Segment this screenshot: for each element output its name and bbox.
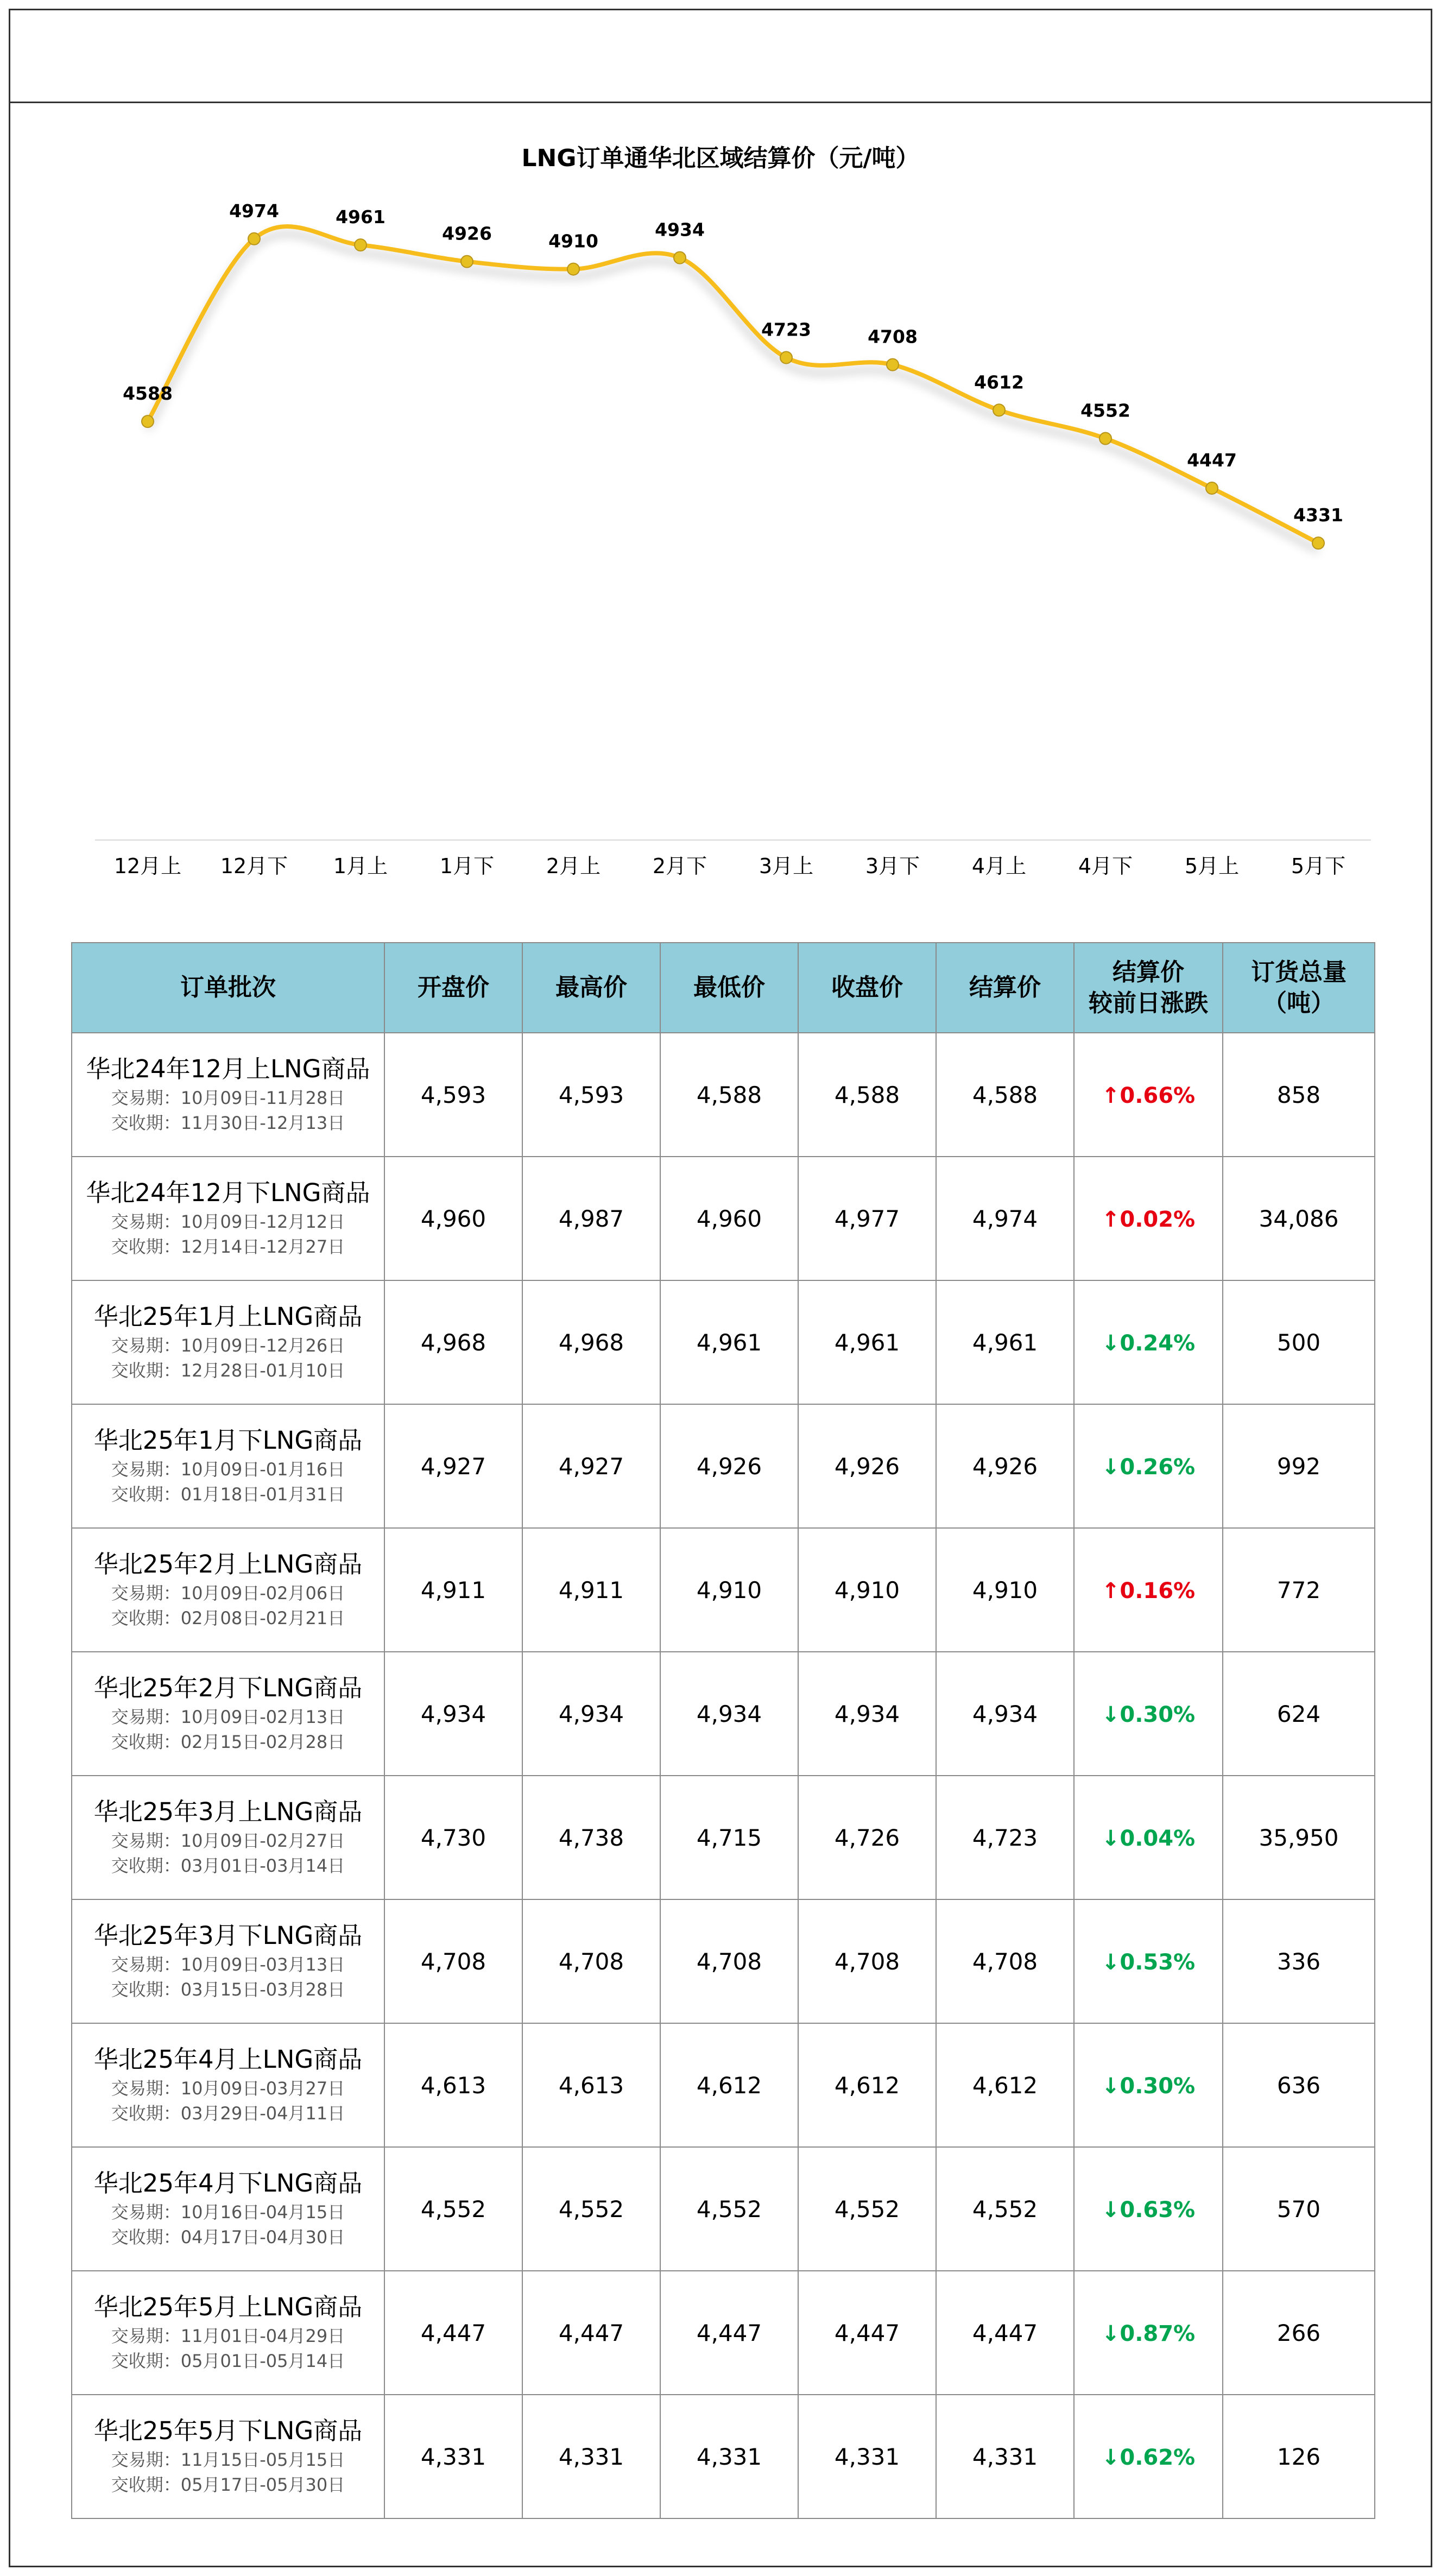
close-price-cell: 4,934 xyxy=(798,1652,936,1776)
batch-cell xyxy=(72,1776,384,1899)
high-price-cell: 4,934 xyxy=(522,1652,660,1776)
change-value: ↓0.53% xyxy=(1101,1949,1196,1975)
close-price-cell: 4,612 xyxy=(798,2023,936,2147)
high-price-cell: 4,987 xyxy=(522,1157,660,1280)
close-price-cell: 4,588 xyxy=(798,1033,936,1157)
close-price-cell: 4,708 xyxy=(798,1899,936,2023)
batch-name: 华北25年3月下LNG商品 xyxy=(93,1921,363,1950)
high-price-cell: 4,738 xyxy=(522,1776,660,1899)
x-tick-label: 2月下 xyxy=(652,854,707,878)
line-chart xyxy=(0,179,1441,901)
batch-period: 交易期：10月09日-02月06日 xyxy=(111,1582,345,1603)
low-price-cell: 4,708 xyxy=(660,1899,798,2023)
high-price-cell: 4,552 xyxy=(522,2147,660,2271)
column-header: 收盘价 xyxy=(798,943,936,1033)
change-cell xyxy=(1074,1157,1223,1280)
volume-cell: 266 xyxy=(1223,2271,1375,2395)
batch-period: 交收期：05月01日-05月14日 xyxy=(111,2351,345,2372)
change-value: ↑0.02% xyxy=(1101,1207,1196,1232)
table-row xyxy=(72,2147,1375,2271)
change-cell xyxy=(1074,1652,1223,1776)
batch-period: 交收期：02月08日-02月21日 xyxy=(111,1608,345,1629)
batch-cell xyxy=(72,1528,384,1652)
data-point xyxy=(674,252,686,264)
data-label: 4934 xyxy=(655,219,705,241)
settle-price-cell: 4,934 xyxy=(936,1652,1074,1776)
close-price-cell: 4,331 xyxy=(798,2395,936,2518)
change-cell xyxy=(1074,2395,1223,2518)
low-price-cell: 4,612 xyxy=(660,2023,798,2147)
data-point xyxy=(1206,482,1218,494)
volume-cell: 992 xyxy=(1223,1404,1375,1528)
volume-cell: 624 xyxy=(1223,1652,1375,1776)
batch-cell xyxy=(72,1652,384,1776)
batch-period: 交收期：03月01日-03月14日 xyxy=(111,1855,345,1877)
low-price-cell: 4,934 xyxy=(660,1652,798,1776)
data-label: 4447 xyxy=(1187,450,1237,471)
table-body xyxy=(72,1033,1375,2518)
batch-period: 交易期：10月09日-12月26日 xyxy=(111,1335,345,1356)
batch-cell xyxy=(72,1280,384,1404)
low-price-cell: 4,552 xyxy=(660,2147,798,2271)
change-value: ↓0.63% xyxy=(1101,2197,1196,2223)
table-row xyxy=(72,2023,1375,2147)
settle-price-cell: 4,612 xyxy=(936,2023,1074,2147)
data-label: 4588 xyxy=(123,383,173,405)
header-band xyxy=(9,9,1432,103)
table-row xyxy=(72,2395,1375,2518)
batch-name: 华北25年1月下LNG商品 xyxy=(93,1426,363,1455)
change-cell xyxy=(1074,1404,1223,1528)
volume-cell: 34,086 xyxy=(1223,1157,1375,1280)
table-row xyxy=(72,1404,1375,1528)
batch-period: 交易期：10月09日-11月28日 xyxy=(111,1087,345,1108)
volume-cell: 636 xyxy=(1223,2023,1375,2147)
close-price-cell: 4,910 xyxy=(798,1528,936,1652)
batch-period: 交收期：04月17日-04月30日 xyxy=(111,2227,345,2248)
open-price-cell: 4,730 xyxy=(384,1776,522,1899)
data-label: 4974 xyxy=(229,200,279,222)
column-header: 结算价 较前日涨跌 xyxy=(1074,943,1223,1033)
batch-period: 交易期：10月09日-03月27日 xyxy=(111,2078,345,2099)
change-cell xyxy=(1074,1776,1223,1899)
batch-name: 华北25年4月下LNG商品 xyxy=(93,2169,363,2198)
column-header: 订单批次 xyxy=(72,943,384,1033)
batch-name: 华北25年5月下LNG商品 xyxy=(93,2416,363,2446)
column-header: 最高价 xyxy=(522,943,660,1033)
data-label: 4926 xyxy=(442,223,492,244)
batch-period: 交易期：11月01日-04月29日 xyxy=(111,2325,345,2346)
change-value: ↓0.30% xyxy=(1101,1702,1196,1727)
change-value: ↓0.04% xyxy=(1101,1826,1196,1851)
data-point xyxy=(142,415,154,427)
batch-name: 华北25年4月上LNG商品 xyxy=(93,2045,363,2074)
close-price-cell: 4,447 xyxy=(798,2271,936,2395)
table-row xyxy=(72,1899,1375,2023)
batch-period: 交收期：01月18日-01月31日 xyxy=(111,1484,345,1505)
data-point xyxy=(1312,537,1324,549)
change-cell xyxy=(1074,2023,1223,2147)
x-tick-label: 1月下 xyxy=(439,854,495,878)
high-price-cell: 4,331 xyxy=(522,2395,660,2518)
batch-name: 华北25年5月上LNG商品 xyxy=(93,2293,363,2322)
data-label: 4552 xyxy=(1080,400,1130,421)
batch-name: 华北25年1月上LNG商品 xyxy=(93,1302,363,1331)
batch-period: 交易期：10月09日-03月13日 xyxy=(111,1954,345,1975)
batch-period: 交收期：02月15日-02月28日 xyxy=(111,1732,345,1753)
low-price-cell: 4,926 xyxy=(660,1404,798,1528)
data-label: 4910 xyxy=(548,230,598,252)
x-tick-label: 3月上 xyxy=(759,854,814,878)
low-price-cell: 4,961 xyxy=(660,1280,798,1404)
settle-price-cell: 4,552 xyxy=(936,2147,1074,2271)
change-cell xyxy=(1074,1899,1223,2023)
table-row xyxy=(72,2271,1375,2395)
settle-price-cell: 4,961 xyxy=(936,1280,1074,1404)
x-tick-label: 1月上 xyxy=(333,854,388,878)
high-price-cell: 4,708 xyxy=(522,1899,660,2023)
change-value: ↓0.26% xyxy=(1101,1454,1196,1480)
batch-cell xyxy=(72,1033,384,1157)
column-header: 开盘价 xyxy=(384,943,522,1033)
low-price-cell: 4,447 xyxy=(660,2271,798,2395)
x-tick-label: 3月下 xyxy=(865,854,920,878)
table-row xyxy=(72,1157,1375,1280)
open-price-cell: 4,708 xyxy=(384,1899,522,2023)
series-line xyxy=(148,226,1318,543)
data-point xyxy=(1099,433,1111,445)
x-tick-label: 5月上 xyxy=(1184,854,1240,878)
data-label: 4708 xyxy=(868,326,918,348)
volume-cell: 336 xyxy=(1223,1899,1375,2023)
batch-period: 交收期：12月28日-01月10日 xyxy=(111,1360,345,1381)
settle-price-cell: 4,588 xyxy=(936,1033,1074,1157)
batch-period: 交易期：10月09日-02月13日 xyxy=(111,1706,345,1727)
change-value: ↓0.24% xyxy=(1101,1330,1196,1356)
table-header-row xyxy=(72,943,1375,1033)
volume-cell: 500 xyxy=(1223,1280,1375,1404)
batch-name: 华北25年3月上LNG商品 xyxy=(93,1797,363,1827)
batch-period: 交易期：10月09日-02月27日 xyxy=(111,1830,345,1851)
batch-cell xyxy=(72,2395,384,2518)
data-point xyxy=(780,352,792,364)
change-value: ↓0.30% xyxy=(1101,2073,1196,2099)
x-tick-label: 4月下 xyxy=(1078,854,1133,878)
batch-period: 交易期：10月09日-12月12日 xyxy=(111,1211,345,1232)
volume-cell: 126 xyxy=(1223,2395,1375,2518)
batch-cell xyxy=(72,1157,384,1280)
high-price-cell: 4,613 xyxy=(522,2023,660,2147)
data-label: 4612 xyxy=(974,371,1024,393)
chart-title: LNG订单通华北区域结算价（元/吨） xyxy=(521,144,920,172)
table-row xyxy=(72,1776,1375,1899)
settle-price-cell: 4,708 xyxy=(936,1899,1074,2023)
settle-price-cell: 4,723 xyxy=(936,1776,1074,1899)
close-price-cell: 4,926 xyxy=(798,1404,936,1528)
change-cell xyxy=(1074,2147,1223,2271)
change-value: ↑0.66% xyxy=(1101,1083,1196,1108)
high-price-cell: 4,968 xyxy=(522,1280,660,1404)
batch-period: 交收期：03月15日-03月28日 xyxy=(111,1979,345,2000)
open-price-cell: 4,613 xyxy=(384,2023,522,2147)
x-tick-label: 12月下 xyxy=(220,854,288,878)
change-cell xyxy=(1074,1528,1223,1652)
settle-price-cell: 4,331 xyxy=(936,2395,1074,2518)
volume-cell: 858 xyxy=(1223,1033,1375,1157)
table-row xyxy=(72,1280,1375,1404)
open-price-cell: 4,968 xyxy=(384,1280,522,1404)
change-cell xyxy=(1074,1280,1223,1404)
open-price-cell: 4,911 xyxy=(384,1528,522,1652)
change-cell xyxy=(1074,2271,1223,2395)
change-cell xyxy=(1074,1033,1223,1157)
batch-period: 交易期：10月09日-01月16日 xyxy=(111,1459,345,1480)
high-price-cell: 4,927 xyxy=(522,1404,660,1528)
settle-price-cell: 4,974 xyxy=(936,1157,1074,1280)
batch-period: 交收期：11月30日-12月13日 xyxy=(111,1113,345,1134)
close-price-cell: 4,977 xyxy=(798,1157,936,1280)
data-point xyxy=(887,359,899,371)
close-price-cell: 4,726 xyxy=(798,1776,936,1899)
batch-name: 华北24年12月下LNG商品 xyxy=(86,1178,370,1208)
settle-price-cell: 4,926 xyxy=(936,1404,1074,1528)
x-tick-label: 5月下 xyxy=(1291,854,1346,878)
high-price-cell: 4,593 xyxy=(522,1033,660,1157)
table-row xyxy=(72,1652,1375,1776)
data-point xyxy=(567,263,579,275)
open-price-cell: 4,552 xyxy=(384,2147,522,2271)
batch-cell xyxy=(72,2147,384,2271)
batch-period: 交易期：11月15日-05月15日 xyxy=(111,2449,345,2470)
column-header: 订货总量 （吨） xyxy=(1223,943,1375,1033)
settle-price-cell: 4,447 xyxy=(936,2271,1074,2395)
x-tick-label: 4月上 xyxy=(971,854,1027,878)
table-row xyxy=(72,1528,1375,1652)
close-price-cell: 4,552 xyxy=(798,2147,936,2271)
low-price-cell: 4,331 xyxy=(660,2395,798,2518)
data-label: 4961 xyxy=(336,206,385,228)
data-point xyxy=(248,233,260,245)
low-price-cell: 4,715 xyxy=(660,1776,798,1899)
close-price-cell: 4,961 xyxy=(798,1280,936,1404)
data-point xyxy=(993,404,1005,416)
open-price-cell: 4,447 xyxy=(384,2271,522,2395)
batch-cell xyxy=(72,1899,384,2023)
high-price-cell: 4,911 xyxy=(522,1528,660,1652)
batch-cell xyxy=(72,2271,384,2395)
column-header: 结算价 xyxy=(936,943,1074,1033)
x-tick-label: 2月上 xyxy=(546,854,601,878)
table-row xyxy=(72,1033,1375,1157)
open-price-cell: 4,960 xyxy=(384,1157,522,1280)
batch-name: 华北25年2月上LNG商品 xyxy=(93,1550,363,1579)
batch-period: 交易期：10月16日-04月15日 xyxy=(111,2201,345,2223)
settlement-table xyxy=(71,942,1375,2519)
batch-cell xyxy=(72,2023,384,2147)
open-price-cell: 4,593 xyxy=(384,1033,522,1157)
batch-period: 交收期：12月14日-12月27日 xyxy=(111,1236,345,1258)
batch-name: 华北24年12月上LNG商品 xyxy=(86,1055,370,1084)
settle-price-cell: 4,910 xyxy=(936,1528,1074,1652)
change-value: ↑0.16% xyxy=(1101,1578,1196,1603)
low-price-cell: 4,588 xyxy=(660,1033,798,1157)
low-price-cell: 4,960 xyxy=(660,1157,798,1280)
data-point xyxy=(355,239,366,251)
volume-cell: 570 xyxy=(1223,2147,1375,2271)
column-header: 最低价 xyxy=(660,943,798,1033)
x-tick-label: 12月上 xyxy=(113,854,182,878)
volume-cell: 772 xyxy=(1223,1528,1375,1652)
open-price-cell: 4,331 xyxy=(384,2395,522,2518)
data-point xyxy=(461,256,473,268)
data-label: 4331 xyxy=(1293,504,1343,526)
change-value: ↓0.87% xyxy=(1101,2321,1196,2346)
high-price-cell: 4,447 xyxy=(522,2271,660,2395)
batch-period: 交收期：03月29日-04月11日 xyxy=(111,2103,345,2124)
batch-period: 交收期：05月17日-05月30日 xyxy=(111,2474,345,2496)
batch-name: 华北25年2月下LNG商品 xyxy=(93,1674,363,1703)
low-price-cell: 4,910 xyxy=(660,1528,798,1652)
batch-cell xyxy=(72,1404,384,1528)
open-price-cell: 4,934 xyxy=(384,1652,522,1776)
change-value: ↓0.62% xyxy=(1101,2445,1196,2470)
data-label: 4723 xyxy=(761,319,811,340)
open-price-cell: 4,927 xyxy=(384,1404,522,1528)
volume-cell: 35,950 xyxy=(1223,1776,1375,1899)
